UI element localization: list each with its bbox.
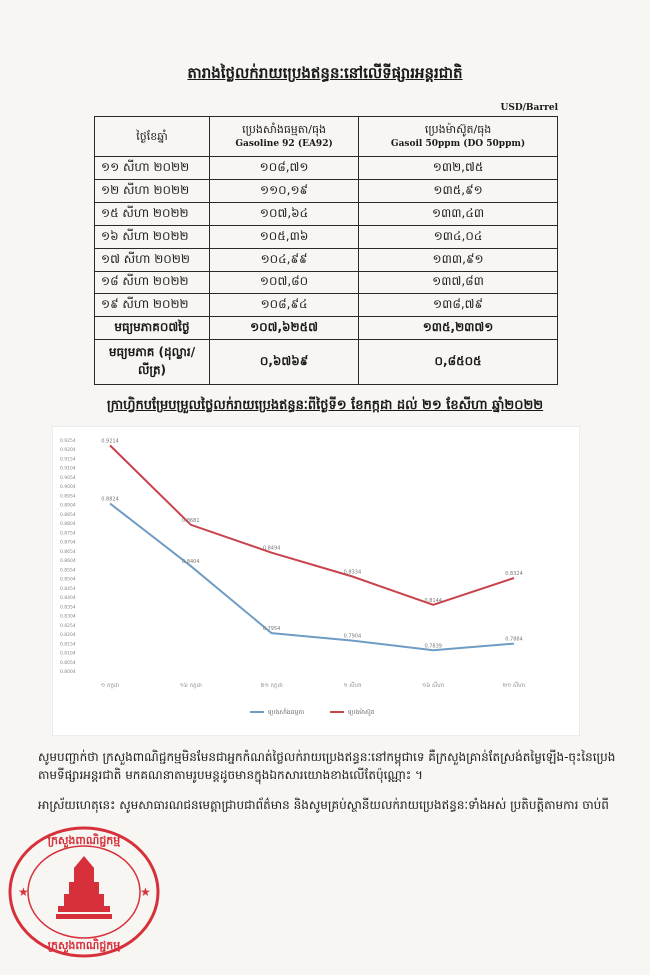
row-gasoline: ១១០,១៩ [210, 179, 359, 202]
x-tick-label: ១៦ សីហា [422, 683, 445, 689]
row-gasoil: ១៣៣,៩១ [359, 248, 558, 271]
y-tick-label: 0.8504 [60, 577, 76, 583]
row-date: ១១ សីហា ២០២២ [95, 157, 210, 180]
table-header-row [95, 117, 558, 157]
y-tick-label: 0.8404 [60, 596, 76, 602]
x-tick-label: ១៦ កក្កដា [179, 683, 202, 689]
price-line-chart [52, 426, 580, 736]
row-gasoline: ១០៨,៧១ [210, 157, 359, 180]
x-tick-label: ២១ សីហា [502, 683, 526, 689]
y-tick-label: 0.9154 [60, 457, 76, 463]
price-table [94, 116, 558, 385]
header-gasoline-en: Gasoline 92 (EA92) [235, 138, 333, 149]
table-row [95, 179, 558, 202]
seal-star-icon: ★ [140, 885, 151, 899]
seal-star-icon: ★ [18, 885, 29, 899]
row-gasoil: ១៣៥,៩១ [359, 179, 558, 202]
data-label: 0.7904 [343, 633, 362, 640]
y-tick-label: 0.9104 [60, 466, 76, 472]
y-tick-label: 0.8004 [60, 670, 76, 675]
header-gasoil [359, 117, 558, 157]
row-gasoil: ១៣២,៧៥ [359, 157, 558, 180]
data-label: 0.8334 [343, 569, 362, 576]
seal-temple-icon [58, 856, 110, 912]
data-label: 0.8404 [182, 559, 200, 566]
y-tick-label: 0.8154 [60, 642, 76, 648]
legend-label: ប្រេងម៉ាស៊ូត [348, 709, 375, 716]
average-litre-row [95, 340, 558, 385]
header-gasoline-kh: ប្រេងសាំងធម្មតា/ធុង [242, 122, 326, 136]
y-tick-label: 0.8054 [60, 660, 76, 666]
y-tick-label: 0.8304 [60, 614, 76, 620]
seal-bottom-text: ក្រសួងពាណិជ្ជកម្ម [47, 939, 121, 952]
header-gasoil-en: Gasoil 50ppm (DO 50ppm) [390, 138, 526, 149]
header-date: ថ្ងៃខែឆ្នាំ [95, 117, 210, 157]
row-gasoline: ១០៧,៦៤ [210, 202, 359, 225]
y-tick-label: 0.8604 [60, 559, 76, 565]
avg7-gasoil: ១៣៥,២៣៧១ [359, 317, 558, 340]
table-row [95, 225, 558, 248]
table-row [95, 202, 558, 225]
instruction-paragraph: អាស្រ័យហេតុនេះ សូមសាធារណជនមេត្តាជ្រាបជាព័ត៌មាន និងសូមគ្រប់ស្ថានីយលក់រាយប្រេងឥន្ធនៈទាំងអស់ ប្រតិបត្តិតាមការ ចាប់ពី [38, 798, 609, 812]
y-tick-label: 0.8554 [60, 568, 76, 574]
row-date: ១៧ សីហា ២០២២ [95, 248, 210, 271]
y-tick-label: 0.8904 [60, 503, 76, 509]
y-tick-label: 0.8454 [60, 586, 76, 592]
chart-title: ក្រាហ្វិកបម្រែបម្រួលថ្លៃលក់រាយប្រេងឥន្ធនៈពីថ្ងៃទី១ ខែកក្កដា ដល់ ២១ ខែសីហា ឆ្នាំ២០២២ [106, 398, 544, 413]
x-tick-label: ២១ កក្កដា [260, 683, 283, 689]
data-label: 0.8681 [182, 517, 200, 524]
x-tick-label: ១ កក្កដា [100, 683, 120, 689]
y-tick-label: 0.8854 [60, 512, 76, 518]
row-gasoline: ១០៧,៨០ [210, 271, 359, 294]
y-tick-label: 0.9204 [60, 448, 76, 454]
unit-label: USD/Barrel [500, 103, 558, 113]
data-label: 0.7839 [424, 643, 442, 650]
legend-label: ប្រេងសាំងធម្មតា [268, 709, 305, 716]
avg-litre-label: មធ្យមភាគ (ដុល្លារ/លីត្រ) [95, 340, 210, 385]
row-gasoil: ១៣៨,៧៩ [359, 294, 558, 317]
avg-litre-gasoline: ០,៦៧៦៩ [210, 340, 359, 385]
row-gasoline: ១០៥,៣៦ [210, 225, 359, 248]
table-row [95, 294, 558, 317]
row-date: ១២ សីហា ២០២២ [95, 179, 210, 202]
y-tick-label: 0.9004 [60, 485, 76, 491]
row-gasoil: ១៣៧,៨៣ [359, 271, 558, 294]
y-tick-label: 0.8204 [60, 633, 76, 639]
table-row [95, 271, 558, 294]
ministry-seal [4, 822, 164, 962]
y-tick-label: 0.8704 [60, 540, 76, 546]
y-tick-label: 0.9254 [60, 439, 76, 444]
data-label: 0.9214 [101, 438, 119, 445]
average-7day-row [95, 317, 558, 340]
table-row [95, 157, 558, 180]
row-date: ១៩ សីហា ២០២២ [95, 294, 210, 317]
row-gasoil: ១៣៤,០៤ [359, 225, 558, 248]
row-date: ១៦ សីហា ២០២២ [95, 225, 210, 248]
y-tick-label: 0.8654 [60, 549, 76, 555]
data-label: 0.8494 [262, 545, 281, 552]
data-label: 0.7954 [262, 626, 281, 633]
seal-top-text: ក្រសួងពាណិជ្ជកម្ម [47, 834, 121, 847]
document-title: តារាងថ្លៃលក់រាយប្រេងឥន្ធនៈនៅលើទីផ្សារអន្តរជាតិ [187, 64, 463, 82]
header-gasoil-kh: ប្រេងម៉ាស៊ូត/ធុង [424, 122, 492, 136]
y-tick-label: 0.8954 [60, 494, 76, 500]
y-tick-label: 0.8354 [60, 605, 76, 611]
avg7-label: មធ្យមភាគ០៧ថ្ងៃ [95, 317, 210, 340]
row-date: ១៥ សីហា ២០២២ [95, 202, 210, 225]
chart-frame [52, 426, 580, 736]
x-tick-label: ១ សីហា [343, 683, 362, 689]
data-label: 0.8324 [505, 571, 523, 578]
table-row [95, 248, 558, 271]
y-tick-label: 0.9054 [60, 475, 76, 481]
row-gasoil: ១៣៣,៤៣ [359, 202, 558, 225]
data-label: 0.8824 [101, 496, 119, 503]
data-label: 0.8144 [424, 597, 442, 604]
seal-base [56, 914, 112, 919]
avg-litre-gasoil: ០,៨៥០៥ [359, 340, 558, 385]
data-label: 0.7884 [505, 636, 523, 643]
y-tick-label: 0.8804 [60, 522, 76, 528]
row-gasoline: ១០៤,៩៩ [210, 248, 359, 271]
y-tick-label: 0.8104 [60, 651, 76, 657]
notice-paragraph: សូមបញ្ជាក់ថា ក្រសួងពាណិជ្ជកម្មមិនមែនជាអ្នកកំណត់ថ្លៃលក់រាយប្រេងឥន្ធនៈនៅកម្ពុជាទេ គឺក្រសួងគ្រាន់តែស្រង់តម្លៃឡើង-ចុះនៃប្រេងតាមទីផ្សារអន្តរជាតិ មកគណនាតាមរូបមន្តដូចមានក្នុងឯកសារយោងខាងលើតែប៉ុណ្ណោះ ។ [38, 750, 616, 782]
row-gasoline: ១០៨,៩៤ [210, 294, 359, 317]
y-tick-label: 0.8254 [60, 623, 76, 629]
y-tick-label: 0.8754 [60, 531, 76, 537]
header-gasoline [210, 117, 359, 157]
avg7-gasoline: ១០៧,៦២៥៧ [210, 317, 359, 340]
row-date: ១៨ សីហា ២០២២ [95, 271, 210, 294]
